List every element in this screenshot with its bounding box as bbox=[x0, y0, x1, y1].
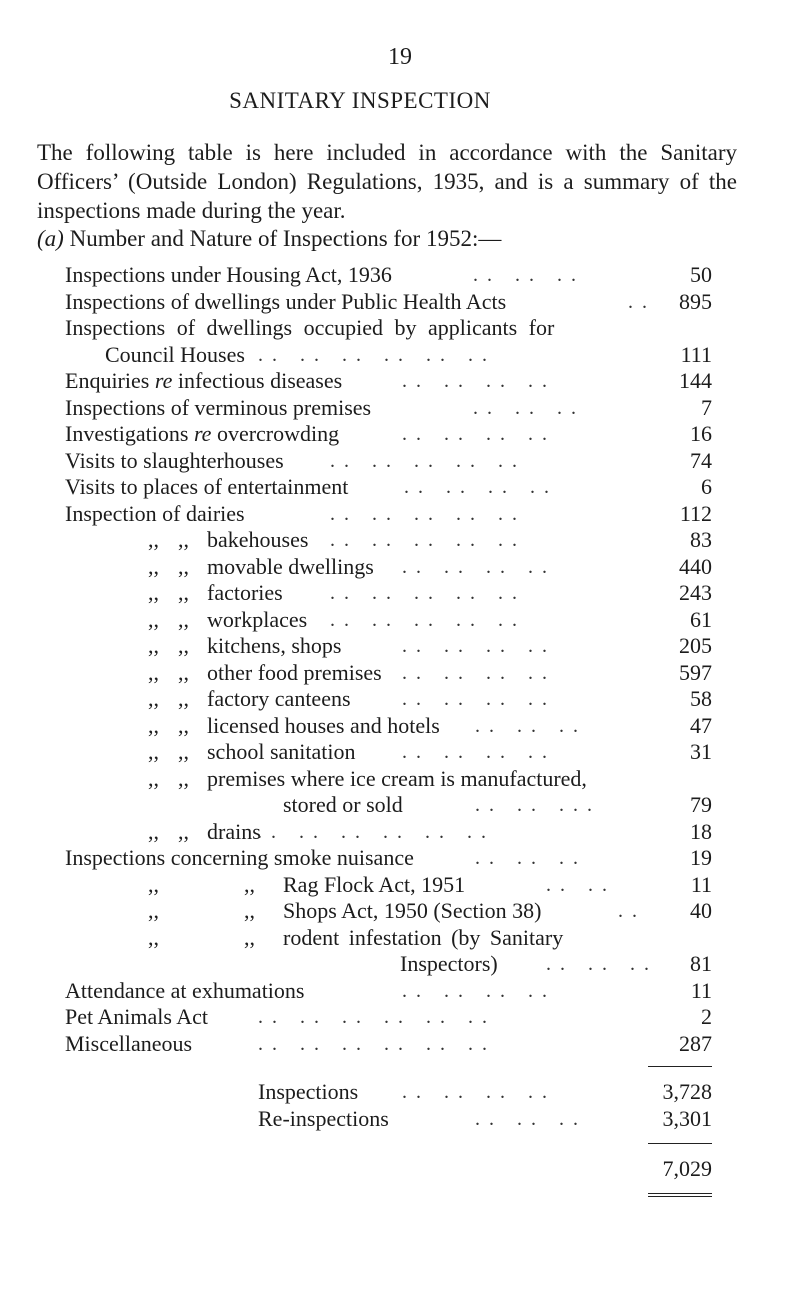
row-value: 6 bbox=[701, 474, 712, 499]
row-label: Pet Animals Act bbox=[65, 1004, 208, 1029]
leader-dots: .. .. .. .. bbox=[402, 661, 556, 684]
ditto-mark: ,, bbox=[148, 739, 159, 764]
row-value: 205 bbox=[679, 633, 712, 658]
row-label: licensed houses and hotels bbox=[207, 712, 440, 738]
table-row bbox=[0, 951, 800, 978]
page-title: SANITARY INSPECTION bbox=[229, 88, 491, 113]
double-rule bbox=[648, 1193, 712, 1197]
leader-dots: .. .. .. .. .. .. bbox=[258, 1032, 496, 1055]
ditto-mark: ,, bbox=[178, 580, 189, 605]
row-label: other food premises bbox=[207, 659, 382, 685]
row-value: 18 bbox=[690, 818, 712, 844]
leader-dots: .. .. .. .. .. bbox=[330, 608, 526, 631]
total-rule bbox=[648, 1143, 712, 1144]
row-label: kitchens, shops bbox=[207, 633, 342, 658]
row-value: 597 bbox=[679, 659, 712, 685]
leader-dots: .. .. .. bbox=[473, 264, 585, 286]
ditto-mark: ,, bbox=[148, 686, 159, 711]
row-value: 287 bbox=[679, 1030, 712, 1056]
summary-label: Inspections bbox=[258, 1079, 359, 1104]
ditto-mark: ,, bbox=[178, 527, 189, 552]
row-value: 19 bbox=[690, 845, 712, 870]
row-value: 7 bbox=[701, 394, 712, 420]
summary-row bbox=[0, 1106, 800, 1133]
leader-dots: .. .. .. bbox=[475, 847, 587, 869]
leader-dots: .. bbox=[628, 290, 656, 313]
table-row bbox=[0, 262, 800, 289]
table-row bbox=[0, 448, 800, 475]
row-label: drains bbox=[207, 818, 261, 844]
leader-dots: .. .. .. bbox=[473, 396, 585, 419]
leader-dots: .. .. .. .. .. .. bbox=[258, 343, 496, 366]
leader-dots: .. .. .. bbox=[475, 714, 587, 737]
leader-dots: .. .. .. bbox=[546, 953, 658, 975]
row-label: Inspection of dairies bbox=[65, 500, 245, 526]
grand-total: 7,029 bbox=[662, 1156, 712, 1181]
row-value: 47 bbox=[690, 712, 712, 738]
row-value: 11 bbox=[690, 977, 712, 1003]
leader-dots: .. .. .. .. bbox=[402, 555, 556, 578]
ditto-mark: ,, bbox=[244, 924, 255, 950]
table-row bbox=[0, 474, 800, 501]
subtotal-rule bbox=[648, 1066, 712, 1067]
table-row bbox=[0, 713, 800, 740]
row-label: Inspectors) bbox=[400, 951, 498, 976]
leader-dots: .. .. .. .. bbox=[402, 979, 556, 1002]
summary-row bbox=[0, 1079, 800, 1106]
row-label: Visits to places of entertainment bbox=[65, 474, 349, 499]
section-title: Number and Nature of Inspections for 1952:— bbox=[69, 226, 502, 251]
table-row bbox=[0, 527, 800, 554]
ditto-mark: ,, bbox=[148, 898, 159, 923]
leader-dots: .. .. .. .. bbox=[402, 741, 556, 763]
ditto-mark: ,, bbox=[178, 633, 189, 658]
leader-dots: .. .. .. .. .. bbox=[330, 529, 526, 551]
row-label: Rag Flock Act, 1951 bbox=[283, 871, 466, 897]
summary-value: 3,728 bbox=[662, 1079, 712, 1104]
ditto-mark: ,, bbox=[148, 580, 159, 605]
ditto-mark: ,, bbox=[148, 633, 159, 658]
table-row bbox=[0, 554, 800, 581]
table-row bbox=[0, 766, 800, 793]
row-value: 16 bbox=[690, 421, 712, 446]
row-label: stored or sold bbox=[283, 792, 403, 817]
ditto-mark: ,, bbox=[148, 818, 159, 844]
ditto-mark: ,, bbox=[148, 924, 159, 950]
row-value: 74 bbox=[690, 447, 712, 473]
ditto-mark: ,, bbox=[148, 553, 159, 579]
row-value: 112 bbox=[679, 500, 712, 526]
row-value: 40 bbox=[690, 898, 712, 923]
table-row bbox=[0, 368, 800, 395]
ditto-mark: ,, bbox=[178, 606, 189, 632]
leader-dots: .. .. .. .. bbox=[402, 1081, 556, 1103]
page-number: 19 bbox=[388, 44, 412, 70]
row-label: factories bbox=[207, 580, 283, 605]
ditto-mark: ,, bbox=[148, 527, 159, 552]
table-row bbox=[0, 315, 800, 342]
table-row bbox=[0, 1031, 800, 1058]
ditto-mark: ,, bbox=[178, 553, 189, 579]
ditto-mark: ,, bbox=[148, 765, 159, 791]
ditto-mark: ,, bbox=[178, 686, 189, 711]
table-row bbox=[0, 289, 800, 316]
table-row bbox=[0, 686, 800, 713]
table-row bbox=[0, 660, 800, 687]
table-row bbox=[0, 607, 800, 634]
leader-dots: .. .. ... bbox=[475, 794, 601, 816]
table-row bbox=[0, 342, 800, 369]
summary-value: 3,301 bbox=[662, 1105, 712, 1131]
row-value: 895 bbox=[679, 288, 712, 314]
leader-dots: .. .. bbox=[546, 873, 616, 896]
table-row bbox=[0, 792, 800, 819]
ditto-mark: ,, bbox=[148, 871, 159, 897]
row-value: 11 bbox=[690, 871, 712, 897]
ditto-mark: ,, bbox=[178, 659, 189, 685]
row-label: Inspections concerning smoke nuisance bbox=[65, 845, 414, 870]
section-marker: (a) bbox=[37, 226, 64, 251]
row-value: 111 bbox=[680, 341, 712, 367]
leader-dots: .. .. .. bbox=[475, 1107, 587, 1130]
row-label: premises where ice cream is manufactured, bbox=[207, 765, 587, 791]
leader-dots: .. .. .. .. bbox=[402, 423, 556, 445]
row-label: movable dwellings bbox=[207, 553, 374, 579]
leader-dots: .. .. .. .. .. bbox=[330, 502, 526, 525]
ditto-mark: ,, bbox=[148, 712, 159, 738]
row-label: Investigations re overcrowding bbox=[65, 421, 340, 446]
intro-paragraph: The following table is here included in accordance with the Sanitary Officers’ (Outside London) Regulations, 1935, and is a summary of the inspections made during the year. bbox=[37, 140, 737, 223]
ditto-mark: ,, bbox=[244, 871, 255, 897]
row-label: Council Houses bbox=[105, 341, 245, 367]
row-value: 243 bbox=[679, 580, 712, 605]
leader-dots: .. .. .. .. bbox=[402, 370, 556, 392]
leader-dots: .. .. .. .. .. bbox=[330, 449, 526, 472]
row-label: Attendance at exhumations bbox=[65, 977, 305, 1003]
table-row bbox=[0, 925, 800, 952]
leader-dots: .. .. .. .. .. .. bbox=[258, 1006, 496, 1028]
table-row bbox=[0, 395, 800, 422]
leader-dots: .. .. .. .. .. .. bbox=[257, 820, 495, 843]
row-value: 58 bbox=[690, 686, 712, 711]
row-label: workplaces bbox=[207, 606, 308, 632]
row-label: school sanitation bbox=[207, 739, 356, 764]
table-row bbox=[0, 421, 800, 448]
ditto-mark: ,, bbox=[178, 818, 189, 844]
ditto-mark: ,, bbox=[178, 765, 189, 791]
ditto-mark: ,, bbox=[148, 606, 159, 632]
row-label: Inspections of dwellings under Public Health Acts bbox=[65, 288, 507, 314]
summary-label: Re-inspections bbox=[258, 1105, 389, 1131]
row-label: Enquiries re infectious diseases bbox=[65, 368, 343, 393]
section-heading bbox=[37, 226, 501, 252]
row-label: Shops Act, 1950 (Section 38) bbox=[283, 898, 542, 923]
row-label: bakehouses bbox=[207, 527, 309, 552]
leader-dots: .. .. .. .. bbox=[402, 688, 556, 710]
row-label: Miscellaneous bbox=[65, 1030, 193, 1056]
row-value: 31 bbox=[690, 739, 712, 764]
ditto-mark: ,, bbox=[244, 898, 255, 923]
table-row bbox=[0, 898, 800, 925]
row-label: rodent infestation (by Sanitary bbox=[283, 924, 564, 950]
table-row bbox=[0, 1004, 800, 1031]
row-value: 144 bbox=[679, 368, 712, 393]
row-label: Visits to slaughterhouses bbox=[65, 447, 284, 473]
leader-dots: .. bbox=[618, 900, 646, 922]
leader-dots: .. .. .. .. bbox=[404, 476, 558, 498]
row-value: 440 bbox=[679, 553, 712, 579]
row-label: Inspections under Housing Act, 1936 bbox=[65, 262, 392, 287]
row-value: 50 bbox=[690, 262, 712, 287]
table-row bbox=[0, 739, 800, 766]
row-value: 79 bbox=[690, 792, 712, 817]
row-value: 81 bbox=[690, 951, 712, 976]
row-value: 83 bbox=[690, 527, 712, 552]
table-row bbox=[0, 580, 800, 607]
row-value: 2 bbox=[701, 1004, 712, 1029]
summary-table bbox=[0, 1079, 800, 1132]
inspection-table bbox=[0, 262, 800, 1057]
ditto-mark: ,, bbox=[148, 659, 159, 685]
table-row bbox=[0, 633, 800, 660]
ditto-mark: ,, bbox=[178, 739, 189, 764]
leader-dots: .. .. .. .. .. bbox=[330, 582, 526, 604]
row-label: Inspections of verminous premises bbox=[65, 394, 372, 420]
row-label: Inspections of dwellings occupied by applicants for bbox=[65, 315, 555, 340]
table-row bbox=[0, 819, 800, 846]
table-row bbox=[0, 978, 800, 1005]
ditto-mark: ,, bbox=[178, 712, 189, 738]
row-label: factory canteens bbox=[207, 686, 351, 711]
row-value: 61 bbox=[690, 606, 712, 632]
table-row bbox=[0, 872, 800, 899]
table-row bbox=[0, 845, 800, 872]
leader-dots: .. .. .. .. bbox=[402, 635, 556, 657]
table-row bbox=[0, 501, 800, 528]
